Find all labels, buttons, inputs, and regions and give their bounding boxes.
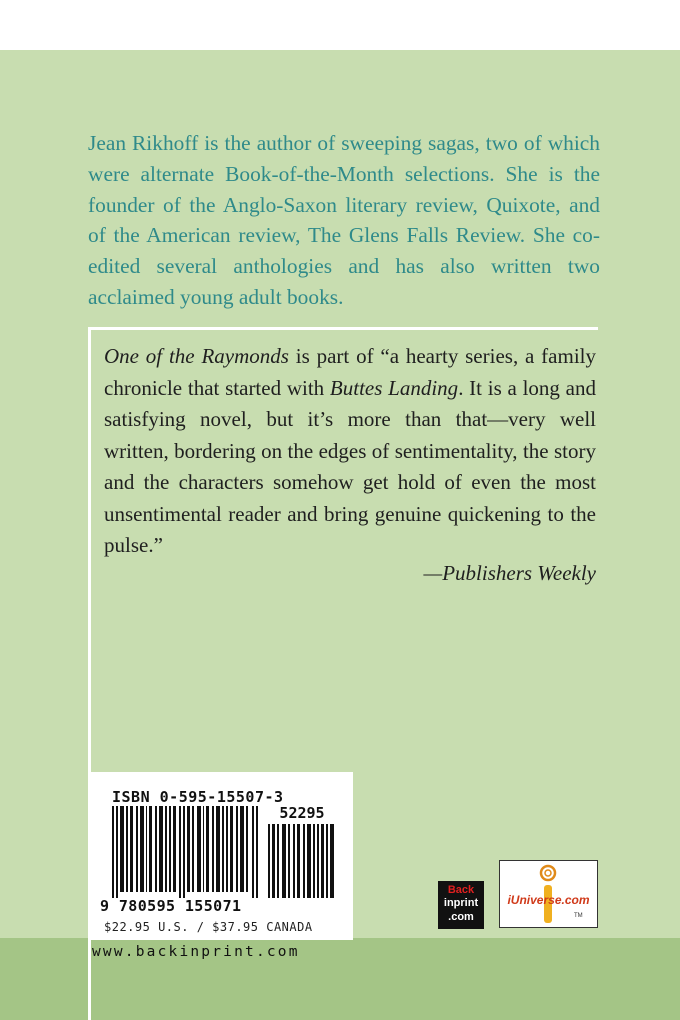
quote-frame-top: [88, 327, 598, 330]
review-quote: [104, 341, 596, 562]
backinprint-logo-line3: .com: [448, 911, 474, 923]
backinprint-logo: [438, 881, 484, 929]
website-url: www.backinprint.com: [92, 944, 300, 960]
isbn-text: ISBN 0-595-15507-3: [112, 788, 284, 806]
backinprint-logo-line2: inprint: [443, 897, 479, 909]
ean-number: 9 780595 155071: [100, 897, 242, 915]
author-bio: Jean Rikhoff is the author of sweeping sagas, two of which were alternate Book-of-the-Month selections. She is the founder of the Anglo-Saxon literary review, Quixote, and of the American review, The Glens Falls Review. She co-edited several anthologies and has also written two acclaimed young adult books.: [88, 131, 600, 309]
iuniverse-trademark: TM: [574, 913, 583, 919]
quote-text-a: is part of “a hearty series, a family chronicle that started with: [104, 344, 596, 400]
price-addon-barcode: [268, 824, 336, 898]
price-addon-number: 52295: [279, 804, 325, 822]
book-title: One of the Raymonds: [104, 344, 289, 368]
ean-barcode: [112, 806, 260, 898]
backinprint-logo-line1: Back: [447, 884, 475, 896]
barcode-box: [90, 772, 353, 940]
iuniverse-logo: [499, 860, 598, 928]
price-text: $22.95 U.S. / $37.95 CANADA: [104, 920, 313, 934]
quote-attribution: —Publishers Weekly: [423, 561, 596, 585]
iuniverse-wordmark: iUniverse.com: [507, 893, 590, 907]
referenced-title: Buttes Landing: [329, 375, 459, 400]
quote-text-b: . It is a long and satisfying novel, but it’s more than that—very well written, bordering on the edges of sentimentality, the story and the characters somehow get hold of even the most unsentimental reader and bring genuine quickening to the pulse.”: [104, 375, 596, 557]
